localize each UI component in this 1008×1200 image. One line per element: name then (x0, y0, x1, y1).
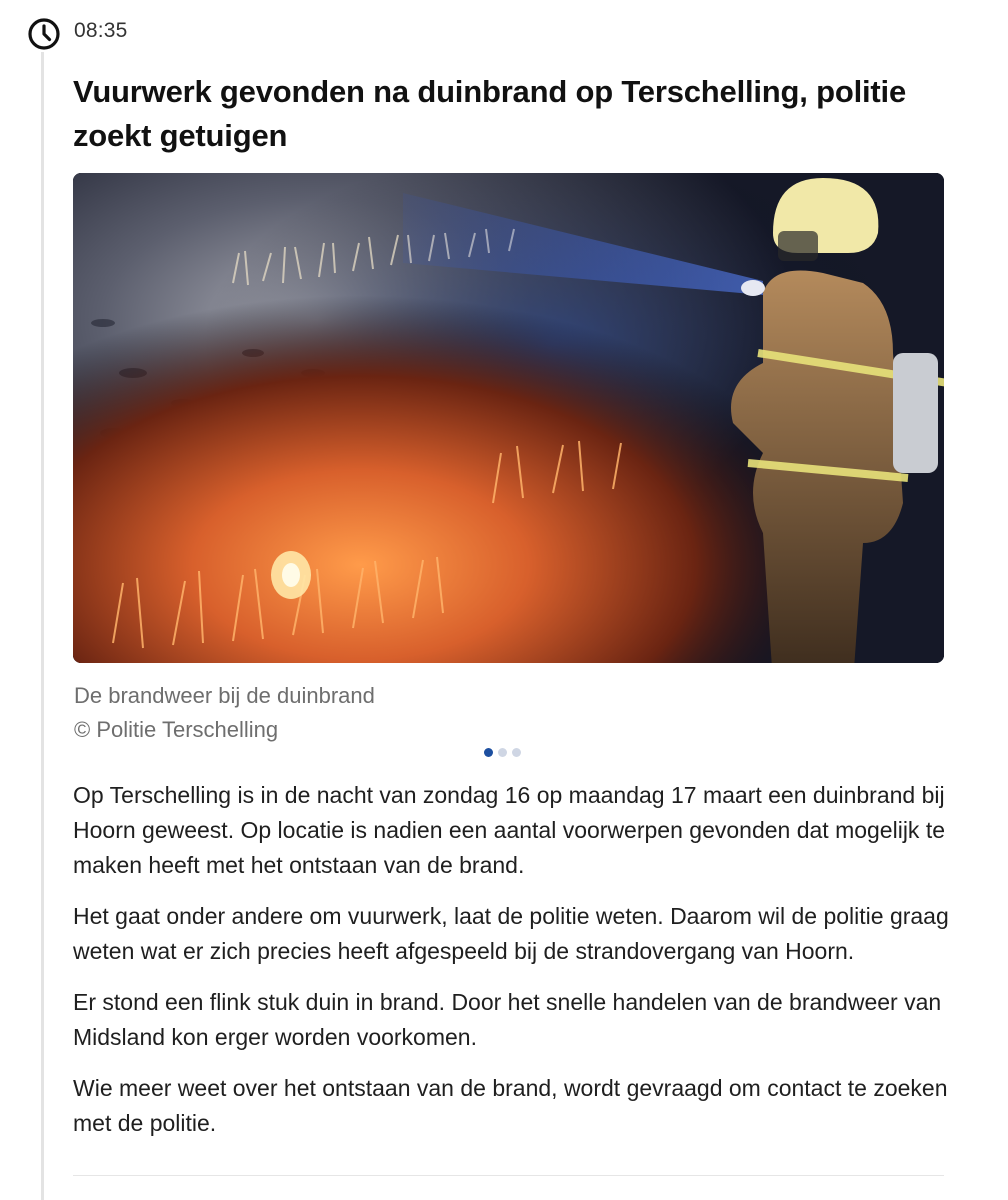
article-body (73, 778, 953, 1157)
carousel-dot[interactable] (512, 748, 521, 757)
post-time: 08:35 (74, 19, 128, 42)
carousel-indicator[interactable] (484, 748, 521, 757)
divider (73, 1175, 944, 1176)
photo-caption (74, 679, 375, 747)
paragraph: Wie meer weet over het ontstaan van de brand, wordt gevraagd om contact te zoeken met de politie. (73, 1075, 948, 1136)
paragraph: Het gaat onder andere om vuurwerk, laat de politie weten. Daarom wil de politie graag weten wat er zich precies heeft afgespeeld bij de strandovergang van Hoorn. (73, 903, 949, 964)
paragraph: Op Terschelling is in de nacht van zondag 16 op maandag 17 maart een duinbrand bij Hoorn geweest. Op locatie is nadien een aantal voorwerpen gevonden dat mogelijk te maken heeft met het ontstaan van de brand. (73, 782, 946, 878)
caption-text: De brandweer bij de duinbrand (74, 683, 375, 708)
post-headline[interactable]: Vuurwerk gevonden na duinbrand op Terschelling, politie zoekt getuigen (73, 74, 906, 153)
carousel-dot[interactable] (498, 748, 507, 757)
clock-icon (27, 17, 61, 51)
timeline-line (41, 52, 44, 1200)
article-photo[interactable] (73, 173, 944, 663)
paragraph: Er stond een flink stuk duin in brand. Door het snelle handelen van de brandweer van Midsland kon erger worden voorkomen. (73, 989, 942, 1050)
photo-credit: © Politie Terschelling (74, 717, 279, 742)
carousel-dot[interactable] (484, 748, 493, 757)
photo-firefighter-dune-fire-icon (73, 173, 944, 663)
